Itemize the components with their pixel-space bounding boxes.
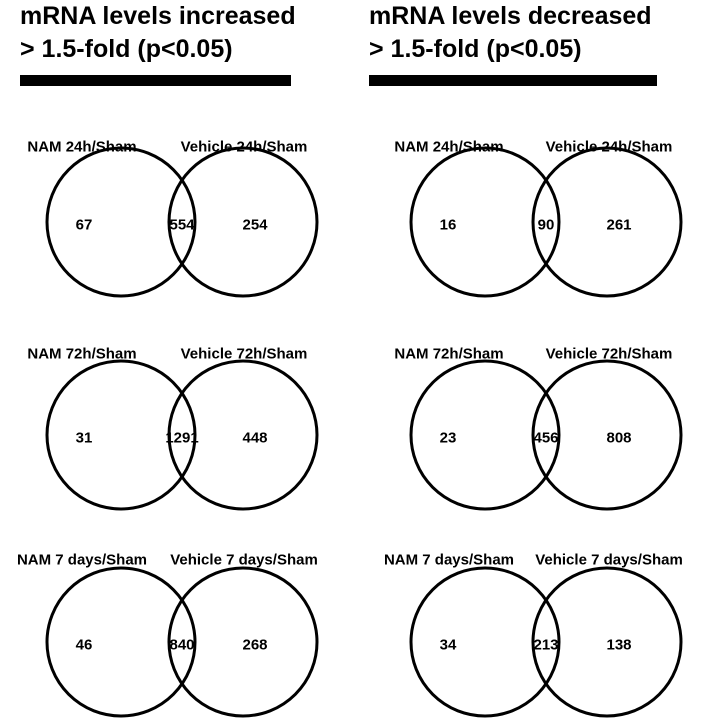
decreased-24h-overlap-count: 90: [537, 216, 555, 234]
increased-72h-overlap-count: 1291: [165, 429, 199, 447]
increased-7d-vehicle-only-count: 268: [242, 636, 268, 654]
heading-increased-line2: > 1.5-fold (p<0.05): [20, 35, 233, 63]
increased-24h-overlap-count: 554: [169, 216, 195, 234]
increased-7d-nam-label: NAM 7 days/Sham: [16, 551, 148, 569]
increased-72h-nam-only-count: 31: [75, 429, 93, 447]
decreased-72h-vehicle-label: Vehicle 72h/Sham: [545, 345, 673, 363]
decreased-24h-vehicle-only-count: 261: [606, 216, 632, 234]
increased-7d-overlap-count: 840: [169, 636, 195, 654]
decreased-24h-nam-label: NAM 24h/Sham: [394, 138, 504, 156]
increased-24h-nam-label: NAM 24h/Sham: [27, 138, 137, 156]
heading-decreased-line1: mRNA levels decreased: [369, 2, 652, 30]
decreased-7d-vehicle-only-count: 138: [606, 636, 632, 654]
decreased-7d-vehicle-label: Vehicle 7 days/Sham: [535, 551, 683, 569]
decreased-24h-nam-only-count: 16: [439, 216, 457, 234]
decreased-7d-nam-label: NAM 7 days/Sham: [383, 551, 515, 569]
increased-72h-vehicle-label: Vehicle 72h/Sham: [180, 345, 308, 363]
decreased-72h-overlap-count: 456: [533, 429, 559, 447]
heading-decreased-line2: > 1.5-fold (p<0.05): [369, 35, 582, 63]
increased-72h-vehicle-only-count: 448: [242, 429, 268, 447]
decreased-7d-nam-only-count: 34: [439, 636, 457, 654]
decreased-7d-overlap-count: 213: [533, 636, 559, 654]
increased-7d-vehicle-label: Vehicle 7 days/Sham: [170, 551, 318, 569]
increased-7d-nam-only-count: 46: [75, 636, 93, 654]
increased-72h-nam-label: NAM 72h/Sham: [27, 345, 137, 363]
decreased-24h-vehicle-label: Vehicle 24h/Sham: [545, 138, 673, 156]
decreased-72h-nam-label: NAM 72h/Sham: [394, 345, 504, 363]
increased-24h-vehicle-only-count: 254: [242, 216, 268, 234]
increased-24h-nam-only-count: 67: [75, 216, 93, 234]
decreased-72h-vehicle-only-count: 808: [606, 429, 632, 447]
decreased-72h-nam-only-count: 23: [439, 429, 457, 447]
increased-24h-vehicle-label: Vehicle 24h/Sham: [180, 138, 308, 156]
heading-increased-line1: mRNA levels increased: [20, 2, 296, 30]
